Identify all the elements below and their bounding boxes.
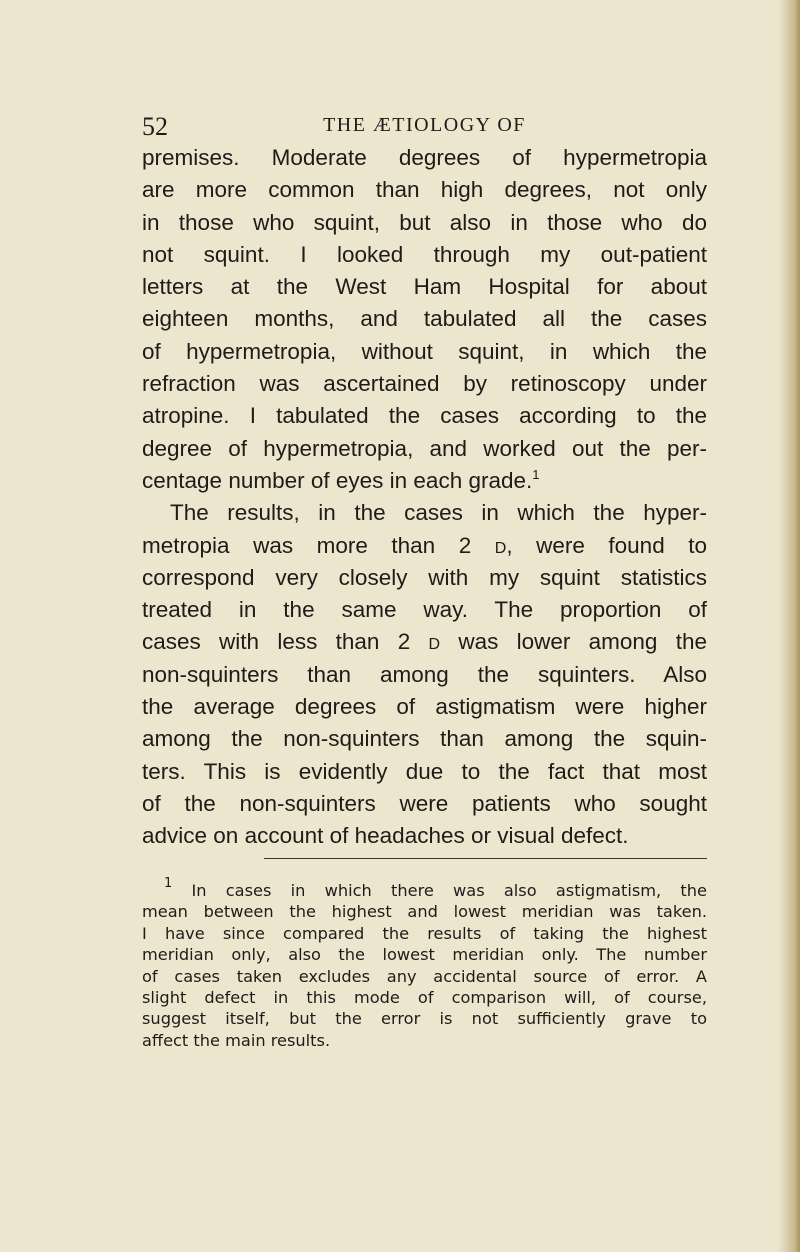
body-line-text: was lower among the (440, 629, 707, 655)
footnote-line: slight defect in this mode of comparison will, of course, (142, 988, 707, 1008)
body-line: The results, in the cases in which the hyper- (170, 500, 707, 526)
footnote-reference: 1 (532, 466, 540, 482)
body-line-with-unit (142, 530, 707, 562)
diopter-unit: d (494, 532, 507, 558)
running-title: THE ÆTIOLOGY OF (323, 114, 526, 136)
page-header (142, 112, 707, 142)
footnote-line: mean between the highest and lowest meridian was taken. (142, 902, 707, 922)
body-line: the average degrees of astigmatism were higher (142, 694, 707, 720)
body-line: advice on account of headaches or visual defect. (142, 823, 629, 849)
footnote-line-first (142, 876, 707, 901)
body-line: are more common than high degrees, not only (142, 177, 707, 203)
body-paragraphs (142, 142, 707, 853)
footnote-line: affect the main results. (142, 1030, 331, 1050)
diopter-unit: d (428, 629, 441, 655)
body-line: treated in the same way. The proportion of (142, 597, 707, 623)
body-line: eighteen months, and tabulated all the cases (142, 306, 707, 332)
footnote-marker: 1 (164, 876, 173, 891)
footnote-line: suggest itself, but the error is not sufficiently grave to (142, 1009, 707, 1029)
footnote-line: I have since compared the results of taking the highest (142, 923, 707, 943)
body-line: atropine. I tabulated the cases according to the (142, 403, 707, 429)
body-line-with-footnote-ref (142, 465, 707, 497)
footnote-line-text: In cases in which there was also astigmatism, the (191, 881, 707, 900)
body-line-with-unit (142, 626, 707, 658)
footnote-line: meridian only, also the lowest meridian only. The number (142, 945, 707, 965)
body-line: non-squinters than among the squinters. Also (142, 661, 707, 687)
body-line: refraction was ascertained by retinoscopy under (142, 371, 707, 397)
body-line-text: , were found to (506, 532, 708, 558)
body-line: of hypermetropia, without squint, in which the (142, 338, 707, 364)
body-line: ters. This is evidently due to the fact that most (142, 758, 707, 784)
body-line: degree of hypermetropia, and worked out the per- (142, 435, 707, 461)
body-line-text: metropia was more than 2 (142, 532, 495, 558)
body-line: premises. Moderate degrees of hypermetropia (142, 145, 707, 170)
body-line: in those who squint, but also in those who do (142, 209, 707, 235)
footnote (142, 876, 707, 1051)
page-edge-shadow (778, 0, 800, 1252)
footnote-line: of cases taken excludes any accidental source of error. A (142, 966, 707, 986)
body-line-text: centage number of eyes in each grade. (142, 467, 533, 493)
body-line: not squint. I looked through my out-patient (142, 241, 707, 267)
page-number: 52 (142, 112, 168, 141)
body-line-text: cases with less than 2 (142, 629, 429, 655)
body-line: letters at the West Ham Hospital for about (142, 274, 707, 300)
footnote-divider (264, 858, 707, 859)
body-line: correspond very closely with my squint statistics (142, 564, 707, 590)
body-line: among the non-squinters than among the squin- (142, 726, 707, 752)
body-line: of the non-squinters were patients who sought (142, 790, 707, 816)
